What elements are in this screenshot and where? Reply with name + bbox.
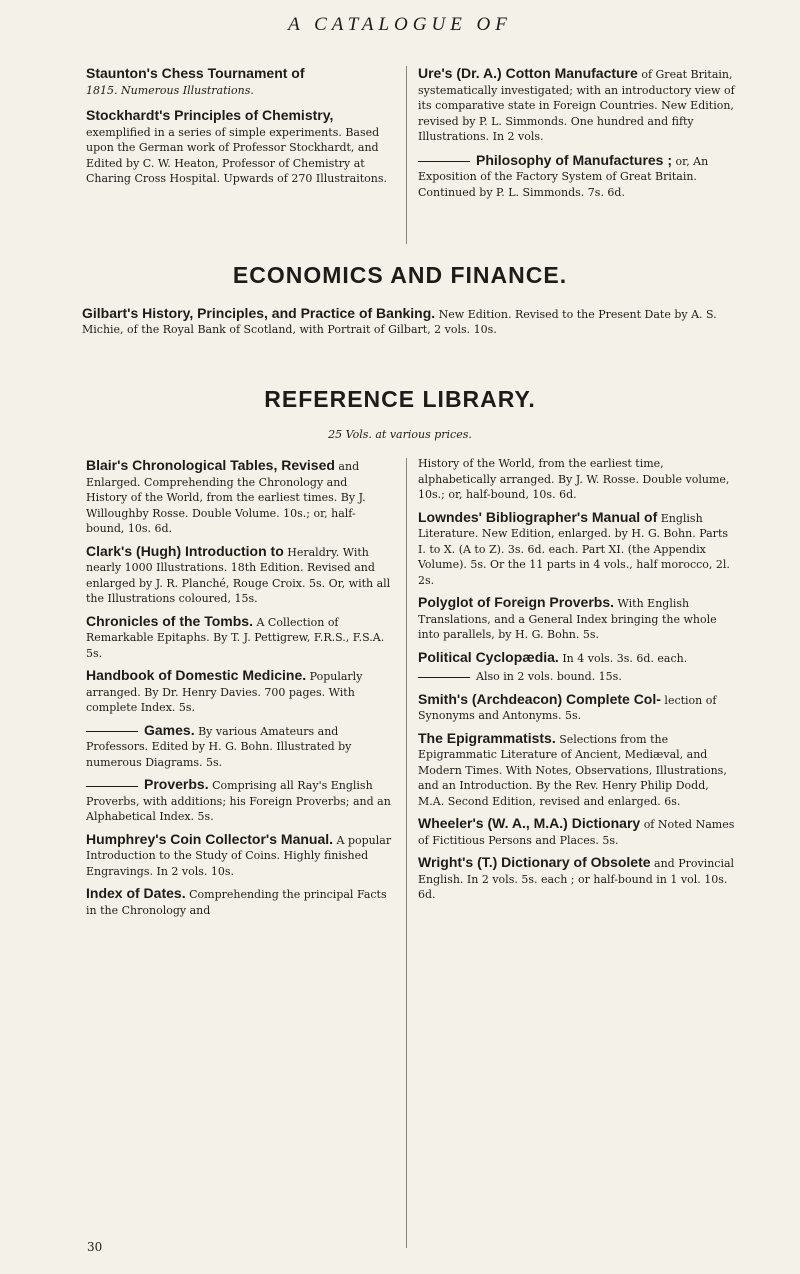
entry-body: lection of Synonyms and Antonyms. 5s. — [418, 693, 717, 722]
catalogue-entry — [418, 64, 738, 145]
entry-title: Chronicles of the Tombs. — [86, 612, 253, 629]
entry-body: In 4 vols. 3s. 6d. each. — [562, 651, 688, 665]
catalogue-entry — [86, 456, 392, 537]
entry-body: Comprehending the principal Facts in the Chronology and — [86, 888, 387, 917]
entry-title: Stockhardt's Principles of Chemistry, — [86, 107, 334, 123]
catalogue-entry — [86, 666, 392, 716]
entry-title: Lowndes' Bibliographer's Manual of — [418, 508, 658, 525]
entry-title: Wright's (T.) Dictionary of Obsolete — [418, 854, 651, 870]
column-divider — [406, 458, 407, 1248]
catalogue-entry — [418, 853, 738, 903]
entry-title: Gilbart's History, Principles, and Practice of Banking. — [82, 305, 436, 321]
entry-body: Popularly arranged. By Dr. Henry Davies. 700 pages. With complete Index. 5s. — [86, 670, 363, 714]
entry-body: and Enlarged. Comprehending the Chronology and History of the World, from the earliest times. By J. Willoughby Rosse. Double Volume. 10s.; or, half-bound, 10s. 6d. — [86, 460, 366, 535]
entry-title: Wheeler's (W. A., M.A.) Dictionary — [418, 815, 641, 831]
ditto-rule — [86, 731, 138, 732]
catalogue-entry — [86, 542, 392, 607]
top-right-column — [418, 64, 738, 200]
ditto-rule — [418, 161, 470, 162]
entry-body: A popular Introduction to the Study of Coins. Highly finished Engravings. In 2 vols. 10s. — [86, 833, 392, 878]
top-left-column — [86, 64, 392, 187]
entry-title: Blair's Chronological Tables, Revised — [86, 457, 335, 473]
entry-body: and Provincial English. In 2 vols. 5s. each ; or half-bound in 1 vol. 10s. 6d. — [418, 857, 735, 901]
reference-right-column — [418, 456, 738, 903]
page-number: 30 — [87, 1240, 103, 1254]
entry-title: Proverbs. — [144, 776, 209, 792]
entry-body: With English Translations, and a General Index bringing the whole into parallels, by H. G. Bohn. 5s. — [418, 597, 717, 641]
catalogue-entry — [418, 669, 738, 685]
section-heading-economics: ECONOMICS AND FINANCE. — [232, 262, 568, 288]
entry-title: Political Cyclopædia. — [418, 648, 559, 665]
reference-left-column — [86, 456, 392, 918]
entry-body: New Edition. Revised to the Present Date by A. S. Michie, of the Royal Bank of Scotland, with Portrait of Gilbart, 2 vols. 10s. — [82, 308, 717, 336]
catalogue-entry — [418, 648, 738, 667]
catalogue-entry — [86, 775, 392, 825]
entry-title: Polyglot of Foreign Proverbs. — [418, 594, 615, 610]
catalogue-entry — [86, 64, 392, 98]
catalogue-entry — [418, 729, 738, 810]
entry-title: Handbook of Domestic Medicine. — [86, 667, 307, 683]
section-subtitle: 25 Vols. at various prices. — [328, 428, 472, 441]
entry-title: Humphrey's Coin Collector's Manual. — [86, 830, 334, 847]
catalogue-entry — [418, 814, 738, 848]
catalogue-entry — [86, 612, 392, 662]
entry-body: of Great Britain, systematically investigated; with an introductory view of its comparative state in Foreign Countries. New Edition, revised by P. L. Simmonds. One hundred and fifty Illustrations. In 2 vols. — [418, 68, 735, 143]
entry-body: or, An Exposition of the Factory System of Great Britain. Continued by P. L. Simmonds. 7s. 6d. — [418, 154, 709, 199]
catalogue-entry — [86, 721, 392, 771]
entry-title: Ure's (Dr. A.) Cotton Manufacture — [418, 65, 638, 81]
catalogue-entry — [418, 151, 738, 201]
entry-title: Clark's (Hugh) Introduction to — [86, 542, 284, 559]
ditto-rule — [86, 786, 138, 787]
entry-title: Games. — [144, 721, 195, 738]
entry-body: By various Amateurs and Professors. Edited by H. G. Bohn. Illustrated by numerous Diagrams. 5s. — [86, 724, 352, 769]
entry-body: English Literature. New Edition, enlarged. by H. G. Bohn. Parts I. to X. (A to Z). 3s. 6d. each. Part XI. (the Appendix Volume). 5s. Or the 11 parts in 4 vols., half morocco, 2l. 2s. — [418, 511, 730, 587]
entry-body: Comprising all Ray's English Proverbs, with additions; his Foreign Proverbs; and an Alphabetical Index. 5s. — [86, 779, 391, 823]
entry-body: A Collection of Remarkable Epitaphs. By T. J. Pettigrew, F.R.S., F.S.A. 5s. — [86, 615, 385, 660]
catalogue-entry — [418, 690, 738, 724]
entry-title: Smith's (Archdeacon) Complete Col- — [418, 690, 661, 707]
catalogue-entry — [86, 106, 392, 187]
catalogue-entry — [82, 304, 742, 337]
entry-body: 1815. Numerous Illustrations. — [86, 83, 254, 97]
entry-body: of Noted Names of Fictitious Persons and Places. 5s. — [418, 818, 735, 847]
catalogue-entry — [86, 884, 392, 918]
entry-title: Philosophy of Manufactures ; — [476, 151, 673, 168]
entry-title: Index of Dates. — [86, 885, 186, 901]
entry-body: Selections from the Epigrammatic Literature of Ancient, Mediæval, and Modern Times. With Notes, Observations, Illustrations, and an Introduction. By the Rev. Henry Philip Dodd, M.A. Second Edition, revised and enlarged. 6s. — [418, 732, 727, 808]
running-header: A CATALOGUE OF — [288, 14, 512, 35]
ditto-rule — [418, 677, 470, 678]
entry-body: Also in 2 vols. bound. 15s. — [476, 670, 622, 683]
catalogue-entry — [418, 593, 738, 643]
section-heading-reference: REFERENCE LIBRARY. — [264, 386, 536, 412]
catalogue-entry — [418, 508, 738, 589]
entry-title: Staunton's Chess Tournament of — [86, 65, 305, 81]
entry-body: Heraldry. With nearly 1000 Illustrations. 18th Edition. Revised and enlarged by J. R. Planché, Rouge Croix. 5s. Or, with all the Illustrations coloured, 15s. — [86, 545, 391, 605]
column-divider — [406, 66, 407, 244]
catalogue-entry — [418, 456, 738, 503]
entry-body: History of the World, from the earliest time, alphabetically arranged. By J. W. Rosse. Double volume, 10s.; or, half-bound, 10s. 6d. — [418, 457, 730, 501]
entry-body: exemplified in a series of simple experiments. Based upon the German work of Professor Stockhardt, and Edited by C. W. Heaton, Professor of Chemistry at Charing Cross Hospital. Upwards of 270 Illustraitons. — [86, 125, 387, 185]
catalogue-entry — [86, 830, 392, 880]
entry-title: The Epigrammatists. — [418, 729, 556, 746]
